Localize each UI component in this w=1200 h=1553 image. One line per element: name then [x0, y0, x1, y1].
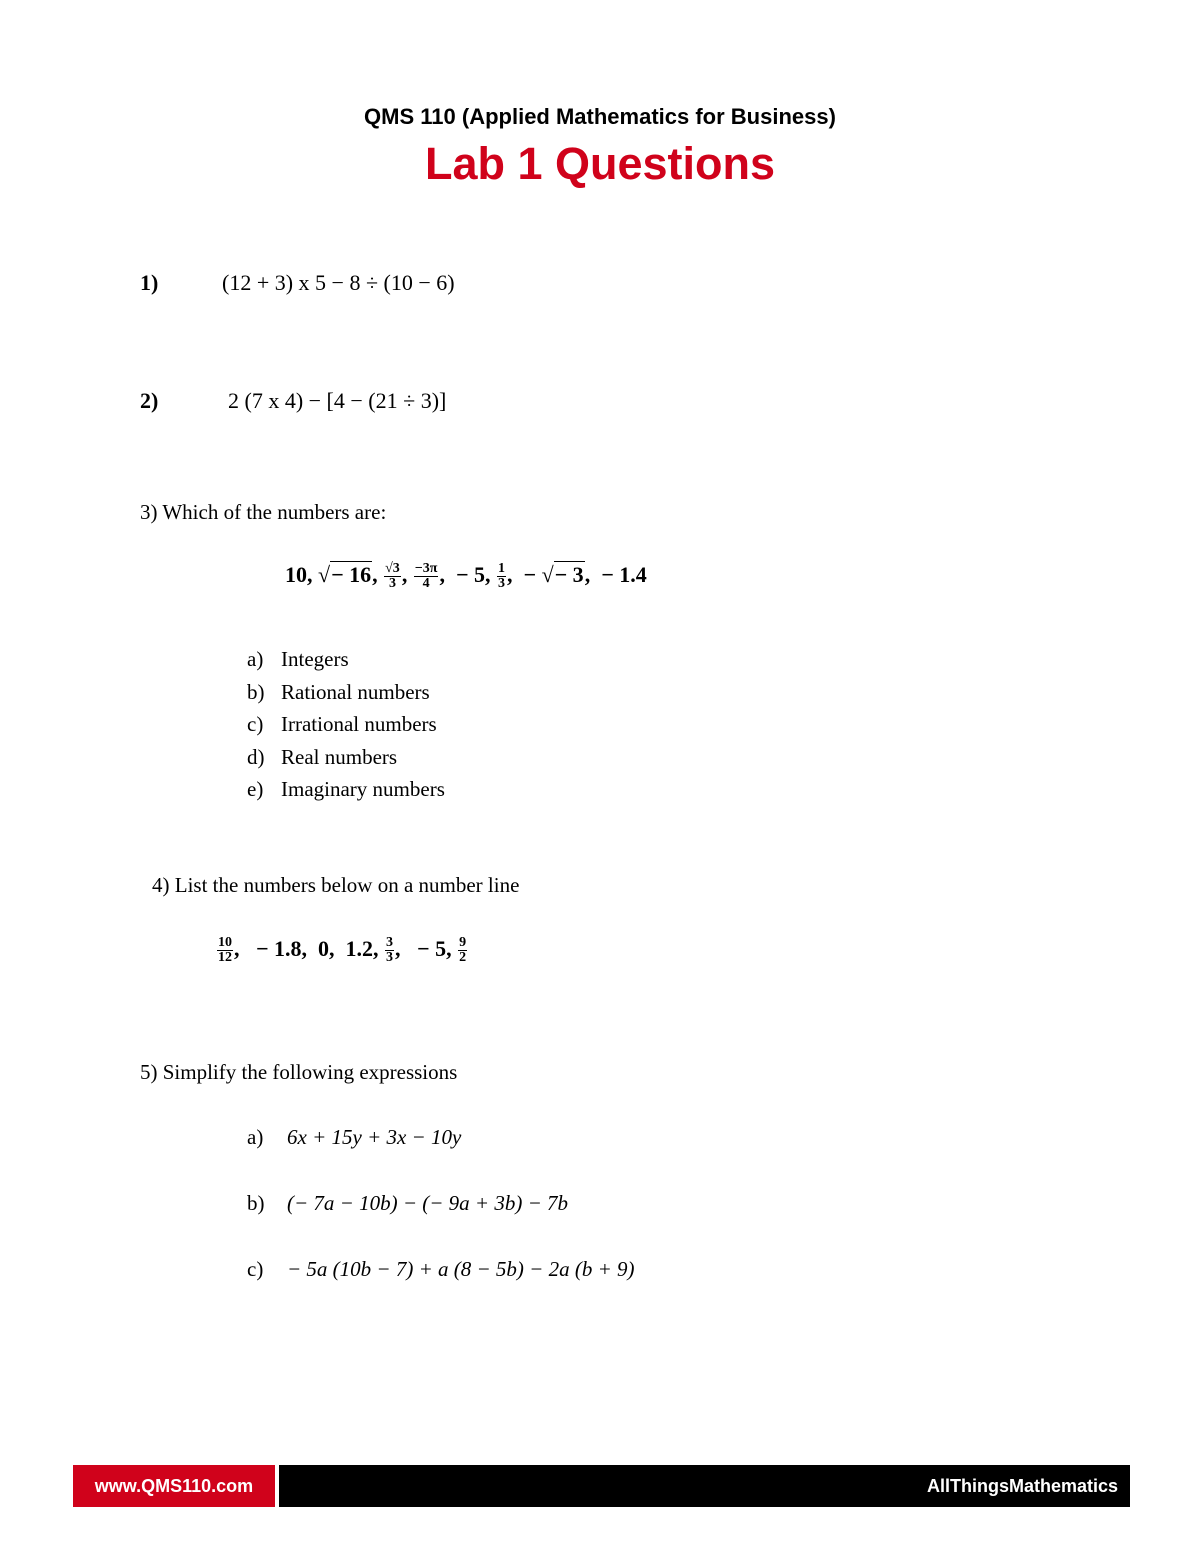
- q1-number: 1): [140, 270, 159, 295]
- q4-prompt: 4) List the numbers below on a number line: [152, 873, 520, 897]
- frac-denominator: 3: [498, 576, 506, 592]
- item-expression: − 5a (10b − 7) + a (8 − 5b) − 2a (b + 9): [287, 1257, 635, 1281]
- course-heading: QMS 110 (Applied Mathematics for Business): [364, 104, 836, 129]
- frac-denominator: 2: [459, 950, 467, 966]
- frac-numerator: 9: [459, 935, 467, 951]
- item-expression: 6x + 15y + 3x − 10y: [287, 1125, 462, 1149]
- list-item: [247, 680, 445, 713]
- option-label: e): [247, 777, 264, 801]
- option-text: Rational numbers: [281, 679, 430, 704]
- frac-denominator: 12: [218, 950, 232, 966]
- q3-frac-neg3pi-over-4: [414, 562, 439, 591]
- frac-denominator: 3: [386, 950, 394, 966]
- item-expression: (− 7a − 10b) − (− 9a + 3b) − 7b: [287, 1191, 568, 1215]
- q3-neg-sqrt-neg3: [542, 562, 585, 588]
- q4-seq2: , − 5,: [395, 936, 452, 961]
- frac-numerator: −3π: [414, 561, 438, 577]
- q3-sqrt-neg16: [318, 562, 372, 588]
- frac-numerator: √3: [385, 561, 400, 577]
- list-item: [247, 777, 445, 810]
- option-text: Real numbers: [281, 744, 398, 769]
- q2-number: 2): [140, 388, 159, 413]
- q3-n2-sep: ,: [372, 562, 378, 587]
- q4-number-set: [216, 936, 468, 965]
- q3-frac-1-over-3: [497, 562, 506, 591]
- item-label: a): [247, 1125, 264, 1149]
- q1-expression: (12 + 3) x 5 − 8 ÷ (10 − 6): [222, 270, 455, 295]
- item-label: c): [247, 1257, 264, 1281]
- option-label: c): [247, 712, 264, 736]
- option-text: Imaginary numbers: [281, 777, 445, 801]
- sqrt-icon: √: [318, 562, 331, 587]
- q2-expression: 2 (7 x 4) − [4 − (21 ÷ 3)]: [228, 388, 447, 413]
- q3-frac-sqrt3-over-3: [384, 562, 401, 591]
- q3-n3: − 5,: [455, 562, 491, 587]
- q3-f1-sep: ,: [401, 562, 408, 587]
- q3-n4-sep: ,: [584, 562, 591, 587]
- list-item: [247, 647, 445, 680]
- q5-prompt: 5) Simplify the following expressions: [140, 1060, 458, 1084]
- q3-prompt: 3) Which of the numbers are:: [140, 500, 387, 524]
- item-label: b): [247, 1191, 265, 1215]
- q3-n4-prefix: −: [523, 562, 542, 587]
- q4-frac-10-over-12: [217, 936, 233, 965]
- q4-frac-9-over-2: [458, 936, 467, 965]
- q3-n4: − 3: [554, 562, 584, 587]
- page-title: Lab 1 Questions: [424, 138, 776, 189]
- option-text: Integers: [281, 647, 349, 671]
- q3-f2-sep: ,: [439, 562, 445, 587]
- frac-denominator: 3: [388, 576, 396, 592]
- frac-numerator: 1: [498, 561, 506, 577]
- frac-denominator: 4: [422, 576, 430, 592]
- q3-n2: − 16: [331, 562, 372, 587]
- list-item: [247, 712, 445, 745]
- option-label: a): [247, 647, 264, 671]
- q3-options-list: [247, 647, 445, 810]
- sqrt-icon: √: [541, 562, 554, 587]
- q3-number-set: [285, 562, 647, 591]
- q3-n1: 10,: [285, 562, 313, 587]
- option-label: b): [247, 679, 265, 704]
- footer-website-link[interactable]: www.QMS110.com: [73, 1465, 275, 1507]
- list-item: [247, 745, 445, 778]
- q5-item-b: [247, 1191, 568, 1216]
- option-label: d): [247, 744, 265, 769]
- option-text: Irrational numbers: [281, 712, 437, 736]
- q5-item-c: [247, 1257, 634, 1282]
- q3-n5: − 1.4: [601, 562, 647, 587]
- q4-frac-3-over-3: [385, 936, 394, 965]
- q5-item-a: [247, 1125, 461, 1150]
- frac-numerator: 3: [386, 935, 394, 951]
- q4-seq: , − 1.8, 0, 1.2,: [234, 936, 379, 961]
- frac-numerator: 10: [218, 935, 232, 951]
- footer-brand: AllThingsMathematics: [279, 1465, 1130, 1507]
- q3-f3-sep: ,: [507, 562, 513, 587]
